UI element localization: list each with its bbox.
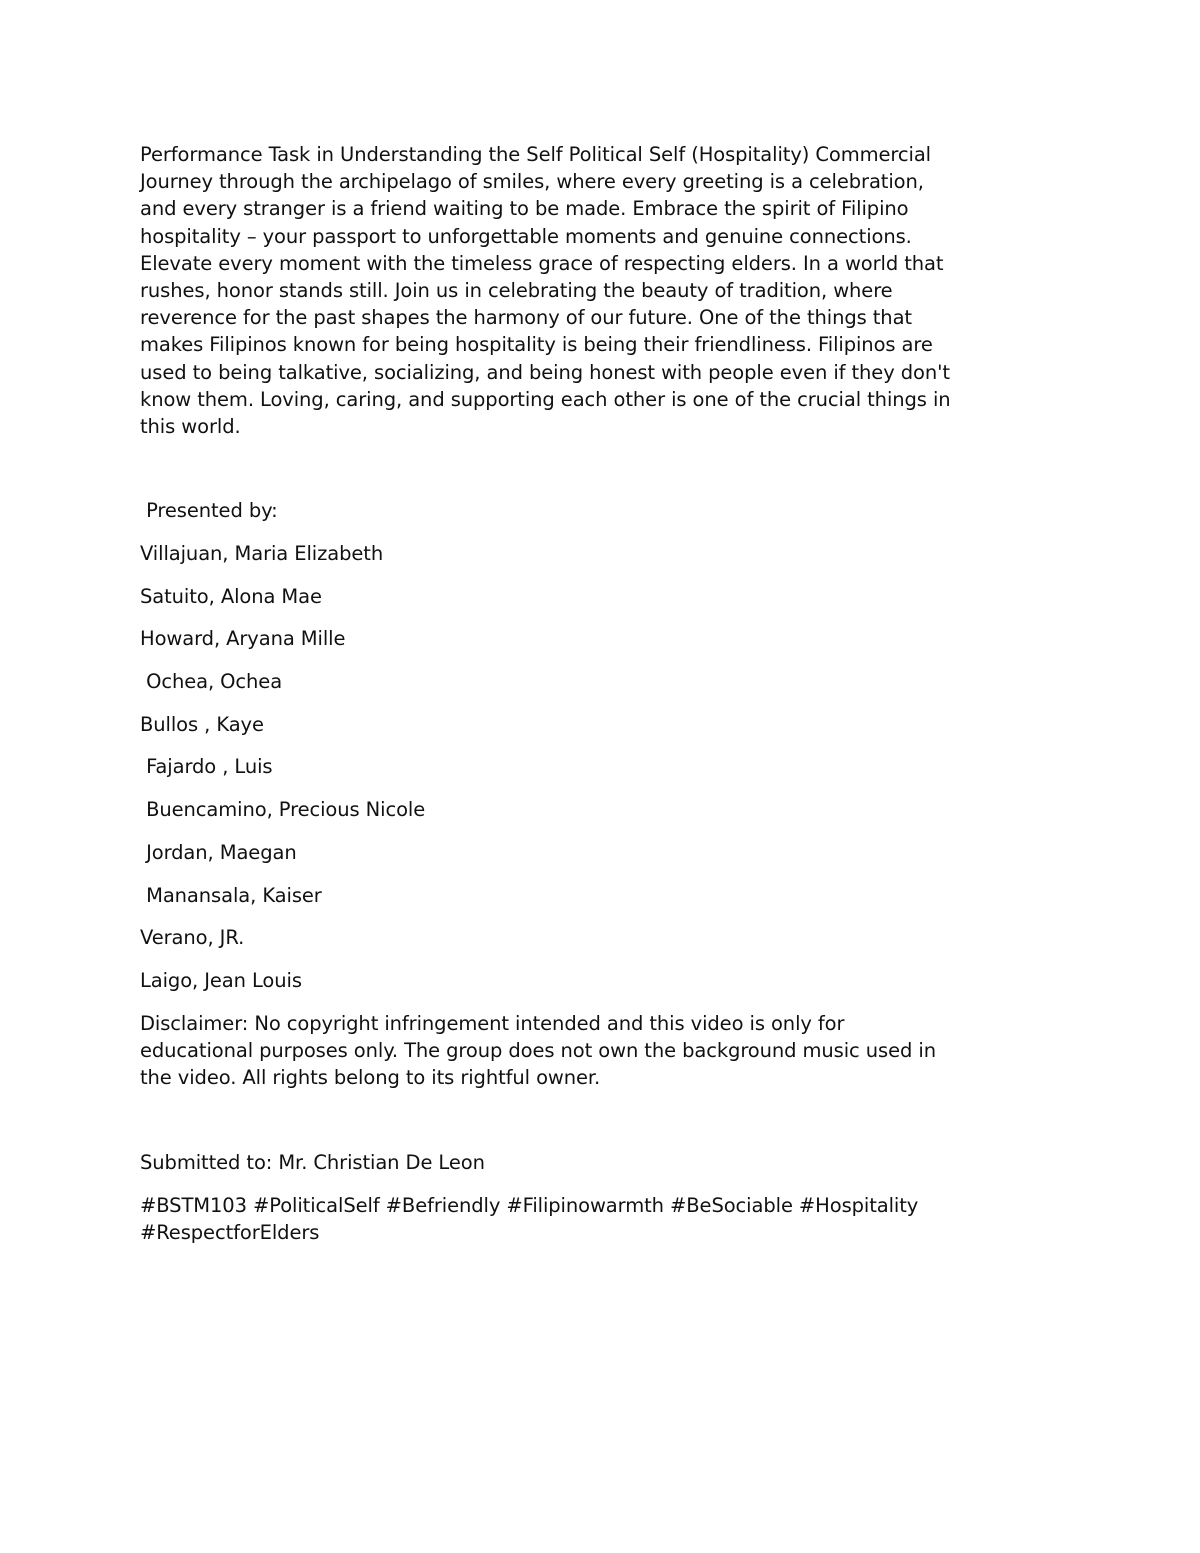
- presenter-name: Buencamino, Precious Nicole: [140, 798, 426, 822]
- disclaimer-paragraph: [140, 1010, 1060, 1092]
- intro-line: and every stranger is a friend waiting to be made. Embrace the spirit of Filipino: [140, 197, 909, 221]
- intro-line: rushes, honor stands still. Join us in celebrating the beauty of tradition, where: [140, 279, 893, 303]
- presenter-name: Bullos , Kaye: [140, 712, 264, 736]
- presenter-name: Manansala, Kaiser: [140, 883, 322, 907]
- presenter-name: Satuito, Alona Mae: [140, 584, 322, 608]
- presenter-name: Laigo, Jean Louis: [140, 968, 302, 992]
- disclaimer-line: the video. All rights belong to its rightful owner.: [140, 1066, 601, 1090]
- presenter-name: Howard, Aryana Mille: [140, 627, 346, 651]
- intro-line: reverence for the past shapes the harmony of our future. One of the things that: [140, 306, 912, 330]
- intro-line: Elevate every moment with the timeless grace of respecting elders. In a world that: [140, 251, 944, 275]
- intro-line: makes Filipinos known for being hospitality is being their friendliness. Filipinos are: [140, 333, 933, 357]
- hashtag-line: #RespectforElders: [140, 1221, 320, 1245]
- presenter-name: Verano, JR.: [140, 926, 245, 950]
- presenter-list: [140, 540, 1060, 994]
- intro-line: know them. Loving, caring, and supporting each other is one of the crucial things in: [140, 387, 951, 411]
- presenter-name: Fajardo , Luis: [140, 755, 273, 779]
- intro-line: hospitality – your passport to unforgettable moments and genuine connections.: [140, 224, 912, 248]
- hashtags-paragraph: [140, 1192, 1060, 1246]
- submitted-to-line: Submitted to: Mr. Christian De Leon: [140, 1151, 485, 1175]
- disclaimer-line: educational purposes only. The group does not own the background music used in: [140, 1038, 936, 1062]
- intro-line: Performance Task in Understanding the Self Political Self (Hospitality) Commercial: [140, 143, 931, 166]
- document-body: [140, 141, 1060, 1246]
- intro-line: Journey through the archipelago of smiles, where every greeting is a celebration,: [140, 170, 924, 194]
- presenter-name: Villajuan, Maria Elizabeth: [140, 541, 384, 565]
- intro-line: used to being talkative, socializing, and being honest with people even if they don't: [140, 360, 950, 384]
- intro-line: this world.: [140, 415, 241, 439]
- presenter-name: Jordan, Maegan: [140, 840, 297, 864]
- hashtag-line: #BSTM103 #PoliticalSelf #Befriendly #Filipinowarmth #BeSociable #Hospitality: [140, 1193, 919, 1217]
- intro-paragraph: [140, 141, 1060, 440]
- disclaimer-line: Disclaimer: No copyright infringement intended and this video is only for: [140, 1011, 845, 1035]
- presented-by-label: Presented by:: [140, 499, 278, 523]
- presenter-name: Ochea, Ochea: [140, 670, 283, 694]
